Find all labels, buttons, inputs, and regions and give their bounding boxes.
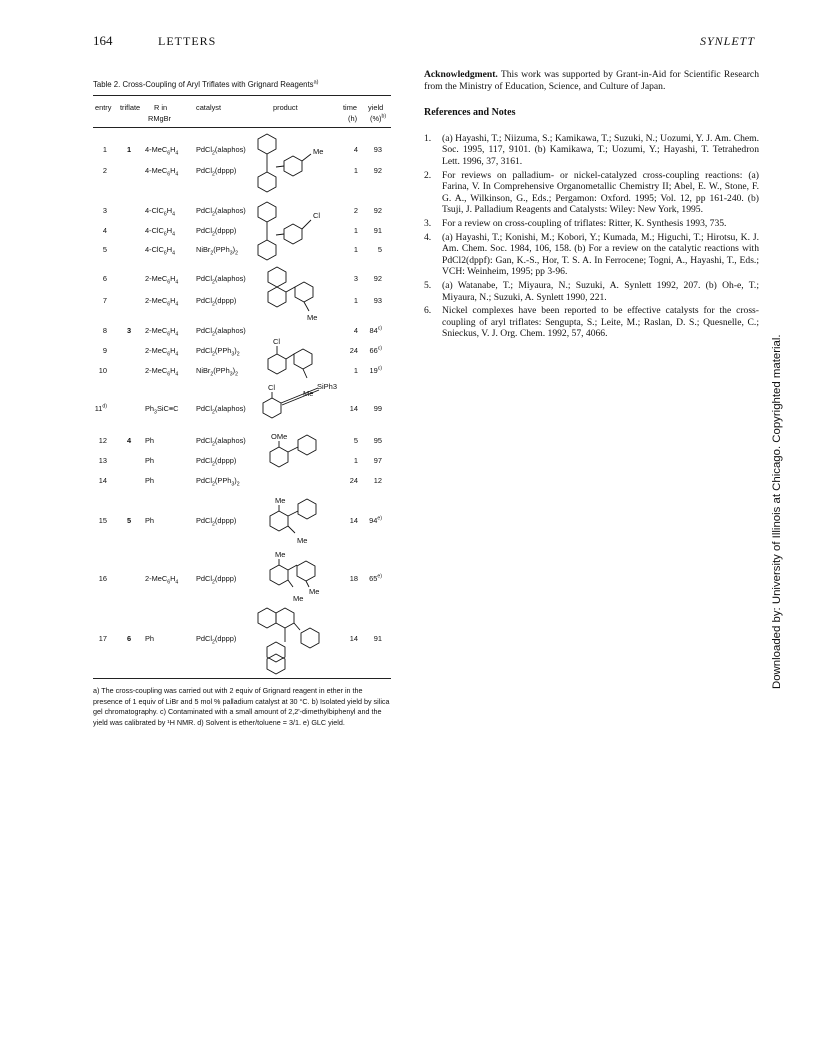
reference-text: (a) Watanabe, T.; Miyaura, N.; Suzuki, A. Synlett 1992, 207. (b) Oh-e, T.; Miyaura, N.; Suzuki, A. Synlett 1990, 221. [442, 279, 759, 303]
header-time: time [343, 103, 357, 112]
cell-r-group: $2-MeC_6H_4$ [145, 326, 179, 338]
header-catalyst: catalyst [196, 103, 222, 112]
cell-time: 14 [349, 634, 358, 643]
structure-label-me: Me [303, 389, 314, 398]
references-title: References and Notes [424, 107, 516, 119]
cell-yield: 84$^{c)}$ [369, 325, 382, 335]
cell-time: 1 [353, 226, 358, 235]
cell-time: 1 [353, 166, 358, 175]
reference-text: (a) Hayashi, T.; Niizuma, S.; Kamikawa, T.; Suzuki, N.; Uozumi, Y. J. Am. Chem. Soc. 1995, 117, 9101. (b) Kamikawa, T.; Uozumi, Y.; Hayashi, T. Tetrahedron Lett. 1996, 37, 3161. [442, 132, 759, 167]
cell-entry: 6 [102, 274, 107, 283]
cell-yield: 5 [377, 245, 382, 254]
structure-label-me: Me [293, 594, 304, 603]
structure-label-me: Me [313, 147, 324, 156]
cell-catalyst: PdCl$_2$(dppp) [196, 226, 237, 238]
cell-catalyst: PdCl$_2$(dppp) [196, 516, 237, 528]
cell-yield: 92 [373, 166, 382, 175]
reference-item [424, 232, 759, 278]
structure-label-me: Me [297, 536, 308, 545]
structure-label-me: Me [275, 496, 286, 505]
reference-item [424, 280, 759, 303]
cell-time: 3 [353, 274, 358, 283]
cell-triflate: 3 [127, 326, 132, 335]
cell-r-group: $2-MeC_6H_4$ [145, 274, 179, 286]
cell-catalyst: $NiBr_2(PPh_3)_2$ [196, 366, 238, 378]
cell-entry: 2 [102, 166, 107, 175]
cell-time: 1 [353, 366, 358, 375]
cell-yield: 93 [373, 296, 382, 305]
reference-item [424, 170, 759, 216]
cell-r-group: $4-ClC_6H_4$ [145, 226, 176, 238]
cell-r-group: $2-MeC_6H_4$ [145, 346, 179, 358]
table-rule-header [93, 127, 391, 128]
table-footnote: a) The cross-coupling was carried out with 2 equiv of Grignard reagent in ether in the presence of 1 equiv of LiBr and 5 mol % palladium catalyst at 30 °C. b) Isolated yield by silica gel chromatography. c) Contaminated with a small amount of 2,2'-dimethylbiphenyl and the yield was calibrated by ¹H NMR. d) Solvent is ether/toluene = 3/1. e) GLC yield. [93, 686, 390, 727]
cell-entry: 5 [102, 245, 107, 254]
reference-text: Nickel complexes have been reported to be effective catalysts for the cross-coupling of aryl triflates: Sengupta, S.; Leite, M.; Raslan, D. S.; Quesnelle, C.; Snieckus, V. J. Org. Chem. 1992, 57, 4066. [442, 305, 759, 340]
cell-time: 1 [353, 296, 358, 305]
reference-number: 1. [424, 132, 432, 144]
cell-entry: 17 [98, 634, 107, 643]
cell-triflate: 1 [127, 145, 132, 154]
structure-cyclohexenyl-tolyl [265, 265, 340, 327]
cell-triflate: 5 [127, 516, 132, 525]
header-triflate: triflate [120, 103, 141, 112]
cell-entry: 13 [98, 456, 107, 465]
header-time-unit: (h) [348, 114, 358, 123]
header-yield-unit: (%)$^{b)}$ [370, 113, 387, 123]
cell-yield: 93 [373, 145, 382, 154]
cell-r-group: Ph [145, 516, 155, 525]
cell-entry: 14 [98, 476, 107, 485]
cell-r-group: Ph [145, 476, 155, 485]
reference-text: For a review on cross-coupling of triflates: Ritter, K. Synthesis 1993, 735. [442, 217, 727, 229]
reference-number: 5. [424, 279, 432, 291]
cell-catalyst: PdCl$_2$(dppp) [196, 574, 237, 586]
cell-r-group: Ph [145, 456, 155, 465]
cell-catalyst: $NiBr_2(PPh_3)_2$ [196, 245, 238, 257]
cell-yield: 65$^{e)}$ [369, 573, 382, 583]
page-number: 164 [93, 33, 113, 48]
cell-entry: 8 [102, 326, 107, 335]
cell-time: 24 [349, 346, 358, 355]
reference-number: 4. [424, 231, 432, 243]
structure-label-cl: Cl [273, 337, 281, 346]
cell-yield: 12 [373, 476, 382, 485]
cell-entry: 16 [98, 574, 107, 583]
cell-catalyst: PdCl$_2$(dppp) [196, 166, 237, 178]
ack-text: This work was supported by Grant-in-Aid for Scientific Research from the Ministry of Education, Science, and Culture of Japan. [424, 69, 759, 92]
cell-r-group: $2-MeC_6H_4$ [145, 574, 179, 586]
cell-catalyst: PdCl$_2$(dppp) [196, 634, 237, 646]
structure-phenyl-binaphthyl [256, 606, 351, 676]
cell-catalyst: $PdCl_2(PPh_3)_2$ [196, 346, 240, 358]
cell-time: 2 [353, 206, 358, 215]
reference-item [424, 305, 759, 340]
cell-r-group: $2-MeC_6H_4$ [145, 366, 179, 378]
cell-time: 24 [349, 476, 358, 485]
cell-entry: 3 [102, 206, 107, 215]
cell-catalyst: PdCl$_2$(alaphos) [196, 274, 246, 286]
running-header [93, 33, 755, 53]
reference-item [424, 218, 759, 230]
cell-time: 14 [349, 516, 358, 525]
cell-catalyst: $PdCl_2(PPh_3)_2$ [196, 476, 240, 488]
header-r-in: R in [154, 103, 168, 112]
download-stamp: Downloaded by: University of Illinois at Chicago. Copyrighted material. [771, 334, 783, 689]
structure-chloro-alkyne [258, 384, 343, 426]
cell-entry: 10 [98, 366, 107, 375]
reference-number: 2. [424, 169, 432, 181]
right-column [424, 69, 759, 342]
header-rmgbr: RMgBr [148, 114, 171, 123]
header-entry: entry [95, 103, 112, 112]
cell-entry: 7 [102, 296, 107, 305]
reference-text: (a) Hayashi, T.; Konishi, M.; Kobori, Y.; Kumada, M.; Higuchi, T.; Hirotsu, K. J. Am. Chem. Soc. 1984, 106, 158. (b) For a review on the catalytic reactions with PdCl2(dppf): Gan, K.-S., Hor, T. S. A. In Ferrocene; Togni, A., Hayashi, T., Eds.; VCH: Weinheim, 1995; pp 3-96. [442, 231, 759, 278]
cell-r-group: Ph [145, 436, 155, 445]
cell-time: 4 [353, 326, 358, 335]
structure-dimethyl-biphenyl [265, 495, 350, 545]
table-rule-top [93, 95, 391, 96]
cell-yield: 91 [373, 226, 382, 235]
cell-entry: 11$^{d)}$ [94, 403, 107, 413]
cell-yield: 99 [373, 404, 382, 413]
journal-name: SYNLETT [699, 34, 755, 48]
cell-catalyst: PdCl$_2$(alaphos) [196, 206, 246, 218]
header-product: product [273, 103, 298, 112]
cell-time: 1 [353, 456, 358, 465]
cell-r-group: $4-MeC_6H_4$ [145, 145, 179, 157]
reference-number: 3. [424, 217, 432, 229]
cell-time: 4 [353, 145, 358, 154]
structure-label-me: Me [307, 313, 318, 322]
reference-number: 6. [424, 305, 432, 317]
structure-label-me: Me [275, 550, 286, 559]
cell-entry: 9 [102, 346, 107, 355]
cell-r-group: $2-MeC_6H_4$ [145, 296, 179, 308]
structure-label-me: Me [309, 587, 320, 596]
cell-yield: 91 [373, 634, 382, 643]
cell-triflate: 6 [127, 634, 132, 643]
cell-time: 18 [349, 574, 358, 583]
acknowledgment [424, 69, 759, 92]
cell-time: 5 [353, 436, 358, 445]
references-list [424, 133, 759, 340]
cell-yield: 95 [373, 436, 382, 445]
structure-label-siph3: SiPh3 [317, 382, 338, 391]
section-label: LETTERS [158, 34, 217, 48]
structure-label-cl: Cl [313, 211, 321, 220]
cell-r-group: $4-MeC_6H_4$ [145, 166, 179, 178]
cell-time: 14 [349, 404, 358, 413]
structure-trimethyl-biphenyl [265, 551, 350, 603]
structure-4-methyl-terphenyl [255, 132, 350, 194]
cell-yield: 19$^{c)}$ [369, 365, 382, 375]
cell-yield: 94$^{e)}$ [369, 515, 382, 525]
cell-yield: 92 [373, 206, 382, 215]
table-caption: Table 2. Cross-Coupling of Aryl Triflates with Grignard Reagents$^{a)}$ [93, 79, 319, 89]
cell-r-group: $4-ClC_6H_4$ [145, 206, 176, 218]
cell-entry: 1 [102, 145, 107, 154]
table-rule-bottom [93, 678, 391, 679]
cell-catalyst: PdCl$_2$(alaphos) [196, 326, 246, 338]
structure-label-cl: Cl [268, 383, 276, 392]
cell-triflate: 4 [127, 436, 132, 445]
header-yield: yield [368, 103, 384, 112]
structure-label-ome: OMe [271, 432, 288, 441]
cell-entry: 15 [98, 516, 107, 525]
cell-catalyst: PdCl$_2$(dppp) [196, 296, 237, 308]
structure-4-chloro-terphenyl [255, 200, 350, 265]
cell-yield: 97 [373, 456, 382, 465]
ack-title: Acknowledgment. [424, 69, 498, 80]
cell-yield: 92 [373, 274, 382, 283]
cell-catalyst: PdCl$_2$(alaphos) [196, 404, 246, 416]
reference-item [424, 133, 759, 168]
cell-entry: 4 [102, 226, 107, 235]
cell-entry: 12 [98, 436, 107, 445]
cell-catalyst: PdCl$_2$(alaphos) [196, 145, 246, 157]
cell-r-group: $4-ClC_6H_4$ [145, 245, 176, 257]
cell-yield: 66$^{c)}$ [369, 345, 382, 355]
cell-catalyst: PdCl$_2$(alaphos) [196, 436, 246, 448]
cell-r-group: $Ph_3SiC\equiv C$ [145, 404, 179, 416]
structure-methoxy-biphenyl [265, 425, 345, 480]
cell-r-group: Ph [145, 634, 155, 643]
cell-catalyst: PdCl$_2$(dppp) [196, 456, 237, 468]
cell-time: 1 [353, 245, 358, 254]
reference-text: For reviews on palladium- or nickel-catalyzed cross-coupling reactions: (a) Farina, V. In Comprehensive Organometallic Chemistry II; Abel, E. W., Stone, F. G. A., Wilkinson, G., Eds.; Pergamon: Oxford. 1995; Vol. 12, pp 161-240. (b) Tsuji, J. Palladium Reagents and Catalysts: Wiley: New York, 1995. [442, 169, 759, 216]
